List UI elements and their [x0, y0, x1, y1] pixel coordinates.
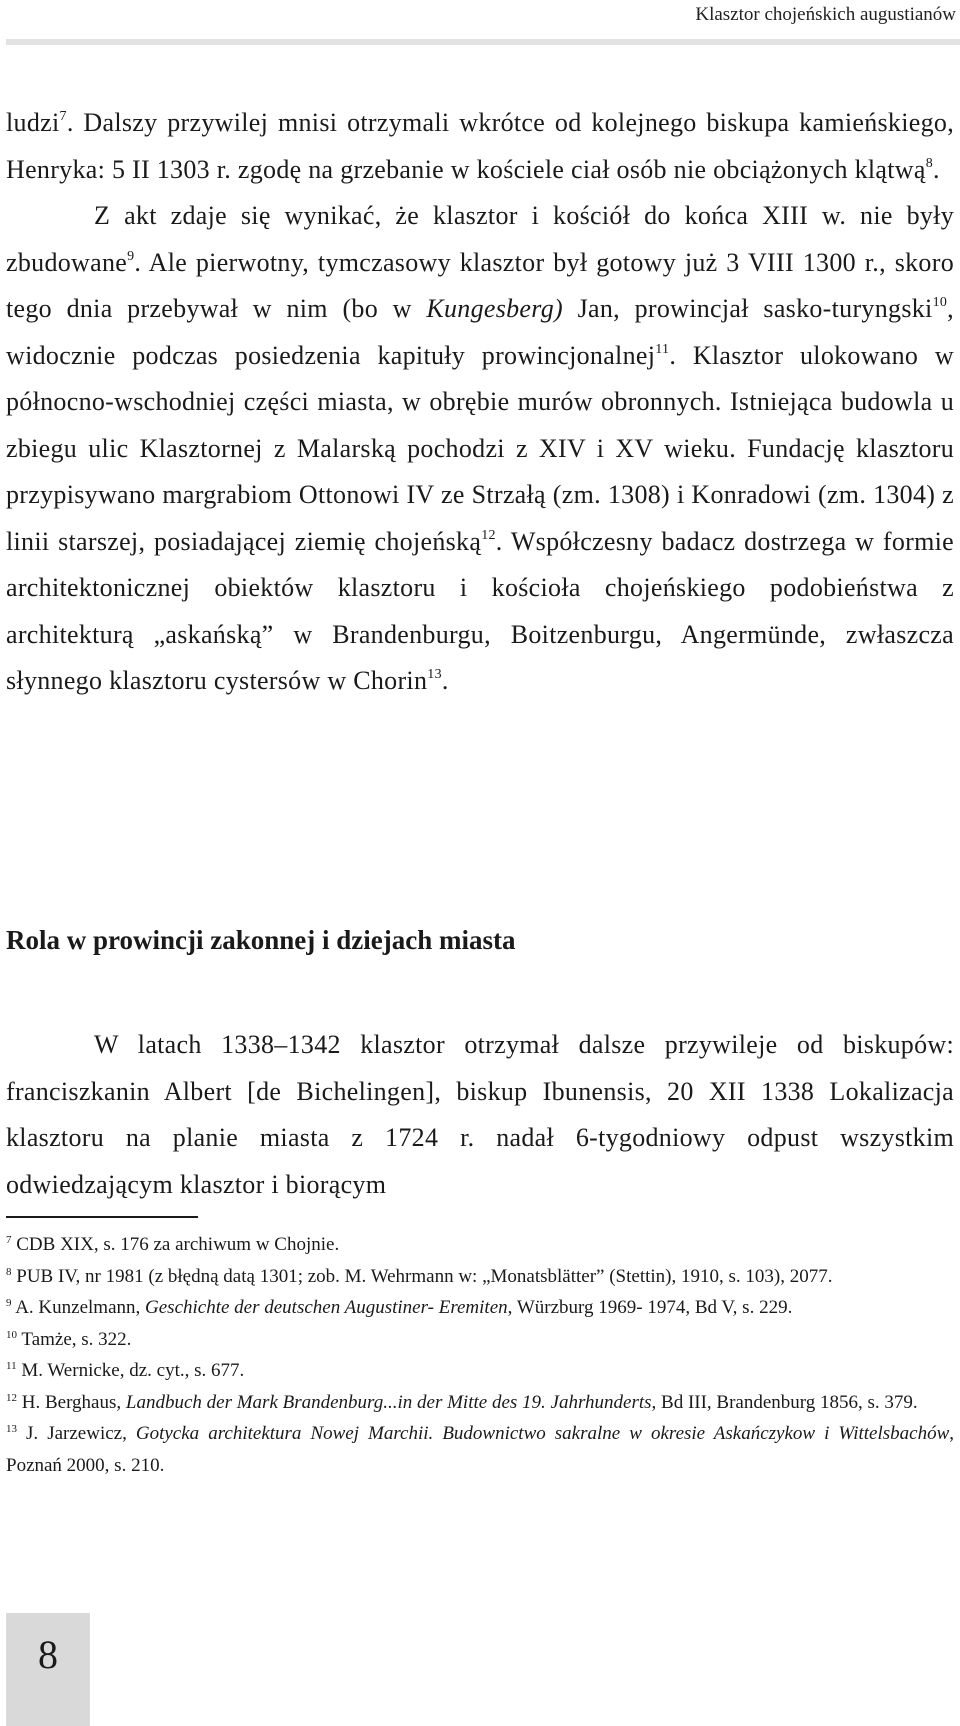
footnote-text: M. Wernicke, dz. cyt., s. 677. — [21, 1360, 245, 1381]
body-text-section-2 — [6, 1022, 954, 1208]
footnote-ref-13[interactable]: 13 — [427, 667, 442, 682]
footnote-ref-9[interactable]: 9 — [127, 248, 135, 264]
paragraph-2 — [6, 193, 954, 705]
text-run: . — [933, 154, 940, 184]
text-run: . Dalszy przywilej mnisi otrzymali wkrótce od kolejnego biskupa kamieńskiego, Henryka: 5 II 1303 r. zgodę na grzebanie w kościele ciał osób nie obciążonych klątwą — [6, 108, 954, 184]
footnote-ref-8[interactable]: 8 — [925, 155, 934, 171]
page-number-box — [6, 1613, 90, 1726]
text-run: . — [441, 666, 449, 695]
footnote-ref-7[interactable]: 7 — [59, 109, 67, 124]
paragraph-1 — [6, 100, 954, 193]
footnote-text: PUB IV, nr 1981 (z błędną datą 1301; zob. M. Wehrmann w: „Monatsblätter” (Stettin), 1910, s. 103), 2077. — [16, 1265, 833, 1287]
footnote-number: 10 — [6, 1328, 17, 1341]
footnote-number: 13 — [6, 1423, 17, 1435]
footnote-title: Landbuch der Mark Brandenburg...in der Mitte des 19. Jahrhunderts — [125, 1391, 652, 1413]
footnote-text: H. Berghaus, — [21, 1391, 126, 1413]
page-number: 8 — [38, 1632, 58, 1677]
text-run: . Ale pierwotny, tymczasowy klasztor był gotowy już 3 VIII 1300 r., skoro tego dnia przebywał w nim (bo w — [6, 247, 954, 323]
page-header — [0, 0, 960, 42]
text-run: . Klasztor ulokowano w północno-wschodniej części miasta, w obrębie murów obronnych. Istniejąca budowla u zbiegu ulic Klasztornej z Malarską pochodzi z XIV i XV wieku. Fundację klasztoru przypisywano margrabiom Ottonowi IV ze Strzałą (zm. 1308) i Konradowi (zm. 1304) z linii starszej, posiadającej ziemię chojeńską — [6, 340, 954, 556]
footnote-number: 8 — [6, 1265, 12, 1278]
italic-place-name: Kungesberg) — [426, 294, 563, 323]
footnotes — [6, 1229, 954, 1481]
footnote-text: , Bd III, Brandenburg 1856, s. 379. — [651, 1391, 918, 1413]
footnote-9 — [6, 1292, 954, 1324]
footnote-text: , Würzburg 1969- 1974, Bd V, s. 229. — [507, 1297, 793, 1318]
footnote-13 — [6, 1418, 954, 1481]
footnote-text: CDB XIX, s. 176 za archiwum w Chojnie. — [16, 1234, 340, 1255]
paragraph-3: W latach 1338–1342 klasztor otrzymał dalsze przywileje od biskupów: franciszkanin Albert [de Bichelingen], biskup Ibunensis, 20 XII 1338 Lokalizacja klasztoru na planie miasta z 1724 r. nadał 6-tygodniowy odpust wszystkim odwiedzającym klasztor i biorącym — [6, 1030, 954, 1199]
footnote-text: J. Jarzewicz, — [26, 1423, 136, 1444]
footnote-12 — [6, 1387, 954, 1419]
header-rule — [6, 39, 960, 45]
footnote-8 — [6, 1261, 954, 1293]
footnote-title: Geschichte der deutschen Augustiner- Eremiten — [145, 1297, 508, 1318]
footnote-7 — [6, 1229, 954, 1261]
section-heading: Rola w prowincji zakonnej i dziejach miasta — [6, 925, 516, 955]
footnote-11 — [6, 1355, 954, 1387]
footnote-number: 11 — [6, 1360, 17, 1372]
footnote-text: Tamże, s. 322. — [21, 1328, 132, 1350]
running-title: Klasztor chojeńskich augustianów — [695, 4, 956, 25]
footnote-text: A. Kunzelmann, — [15, 1297, 146, 1318]
body-text-section-1 — [6, 100, 954, 705]
footnote-ref-11[interactable]: 11 — [655, 341, 670, 357]
text-run: . Współczesny badacz dostrzega w formie architektonicznej obiektów klasztoru i kościoła chojeńskiego podobieństwa z architekturą „askańską” w Brandenburgu, Boitzenburgu, Angermünde, zwłaszcza słynnego klasztoru cystersów w Chorin — [6, 526, 954, 695]
text-run: Jan, prowincjał sasko-turyngski — [562, 294, 933, 323]
footnote-ref-12[interactable]: 12 — [481, 527, 496, 543]
text-run: Z akt zdaje się wynikać, że klasztor i kościół do końca XIII w. nie były zbudowane — [6, 201, 954, 277]
text-run: , widocznie podczas posiedzenia kapituły prowincjonalnej — [6, 294, 954, 370]
text-run: ludzi — [6, 108, 60, 137]
footnote-separator — [6, 1216, 198, 1218]
footnote-number: 12 — [6, 1391, 17, 1404]
footnote-number: 9 — [6, 1297, 12, 1309]
footnote-10 — [6, 1324, 954, 1356]
footnote-number: 7 — [6, 1234, 12, 1246]
footnote-text: , Poznań 2000, s. 210. — [6, 1423, 955, 1476]
footnote-ref-10[interactable]: 10 — [932, 295, 948, 310]
footnote-title: Gotycka architektura Nowej Marchii. Budownictwo sakralne w okresie Askańczykow i Wittelsbachów — [135, 1423, 950, 1444]
